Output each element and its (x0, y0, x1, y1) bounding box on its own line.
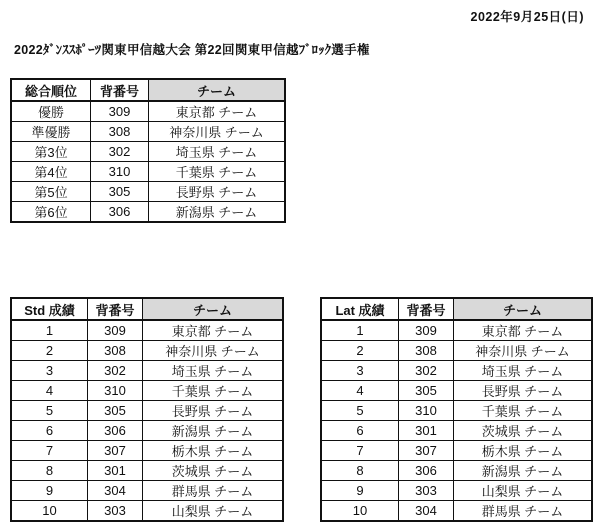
table-cell: 新潟県 チーム (149, 202, 286, 223)
table-cell: 303 (88, 501, 143, 522)
table-row (11, 182, 285, 202)
standard-results-table (10, 297, 284, 522)
table-cell: 310 (399, 401, 454, 421)
page-title: 2022ﾀﾞﾝｽｽﾎﾟｰﾂ関東甲信越大会 第22回関東甲信越ﾌﾞﾛｯｸ選手権 (14, 43, 370, 57)
table-row (321, 401, 592, 421)
table-row (321, 481, 592, 501)
column-header: Lat 成績 (321, 298, 399, 320)
table-cell: 神奈川県 チーム (143, 341, 284, 361)
table-cell: 千葉県 チーム (454, 401, 593, 421)
table-cell: 310 (91, 162, 149, 182)
table-cell: 埼玉県 チーム (149, 142, 286, 162)
column-header: チーム (454, 298, 593, 320)
table-cell: 1 (321, 320, 399, 341)
table-cell: 4 (11, 381, 88, 401)
column-header: Std 成績 (11, 298, 88, 320)
table-cell: 304 (88, 481, 143, 501)
table-cell: 5 (321, 401, 399, 421)
table-cell: 7 (321, 441, 399, 461)
table-cell: 茨城県 チーム (454, 421, 593, 441)
table-cell: 305 (88, 401, 143, 421)
table-cell: 群馬県 チーム (454, 501, 593, 522)
table-cell: 長野県 チーム (143, 401, 284, 421)
table-cell: 埼玉県 チーム (143, 361, 284, 381)
table-row (321, 501, 592, 522)
document-date: 2022年9月25日(日) (470, 10, 584, 24)
table-cell: 山梨県 チーム (454, 481, 593, 501)
table-cell: 306 (399, 461, 454, 481)
column-header: 背番号 (91, 79, 149, 101)
table-cell: 302 (88, 361, 143, 381)
table-cell: 準優勝 (11, 122, 91, 142)
table-cell: 2 (11, 341, 88, 361)
table-row (321, 361, 592, 381)
table-row (321, 421, 592, 441)
table-cell: 栃木県 チーム (143, 441, 284, 461)
table-cell: 2 (321, 341, 399, 361)
table-cell: 10 (11, 501, 88, 522)
table-cell: 301 (88, 461, 143, 481)
table-cell: 9 (11, 481, 88, 501)
table-cell: 308 (399, 341, 454, 361)
table-row (11, 501, 283, 522)
column-header: チーム (143, 298, 284, 320)
table-cell: 309 (399, 320, 454, 341)
table-row (11, 401, 283, 421)
table-row (11, 481, 283, 501)
table-row (11, 320, 283, 341)
latin-results-table (320, 297, 593, 522)
table-cell: 第4位 (11, 162, 91, 182)
header-row (11, 298, 283, 320)
table-cell: 第6位 (11, 202, 91, 223)
table-cell: 302 (91, 142, 149, 162)
table-row (11, 461, 283, 481)
table-cell: 神奈川県 チーム (454, 341, 593, 361)
table-row (321, 461, 592, 481)
table-cell: 第5位 (11, 182, 91, 202)
table-cell: 東京都 チーム (149, 101, 286, 122)
column-header: 背番号 (399, 298, 454, 320)
table-cell: 山梨県 チーム (143, 501, 284, 522)
table-row (11, 202, 285, 223)
table-cell: 307 (399, 441, 454, 461)
table-cell: 308 (88, 341, 143, 361)
table-cell: 309 (88, 320, 143, 341)
table-row (321, 381, 592, 401)
table-row (11, 441, 283, 461)
table-cell: 8 (321, 461, 399, 481)
table-row (11, 361, 283, 381)
table-row (321, 320, 592, 341)
table-cell: 304 (399, 501, 454, 522)
table-cell: 東京都 チーム (454, 320, 593, 341)
table-cell: 7 (11, 441, 88, 461)
table-cell: 長野県 チーム (454, 381, 593, 401)
table-cell: 308 (91, 122, 149, 142)
table-cell: 302 (399, 361, 454, 381)
table-cell: 東京都 チーム (143, 320, 284, 341)
table-cell: 303 (399, 481, 454, 501)
table-row (11, 142, 285, 162)
column-header: 背番号 (88, 298, 143, 320)
table-cell: 埼玉県 チーム (454, 361, 593, 381)
table-row (11, 381, 283, 401)
table-cell: 神奈川県 チーム (149, 122, 286, 142)
table-cell: 栃木県 チーム (454, 441, 593, 461)
table-cell: 10 (321, 501, 399, 522)
table-cell: 第3位 (11, 142, 91, 162)
header-row (11, 79, 285, 101)
table-cell: 3 (321, 361, 399, 381)
table-row (11, 341, 283, 361)
table-cell: 310 (88, 381, 143, 401)
table-cell: 新潟県 チーム (454, 461, 593, 481)
column-header: 総合順位 (11, 79, 91, 101)
table-cell: 5 (11, 401, 88, 421)
table-row (11, 162, 285, 182)
table-row (11, 101, 285, 122)
table-cell: 305 (399, 381, 454, 401)
table-cell: 301 (399, 421, 454, 441)
table-cell: 優勝 (11, 101, 91, 122)
table-row (321, 341, 592, 361)
table-cell: 千葉県 チーム (143, 381, 284, 401)
table-cell: 4 (321, 381, 399, 401)
table-cell: 6 (321, 421, 399, 441)
table-cell: 306 (91, 202, 149, 223)
table-cell: 1 (11, 320, 88, 341)
column-header: チーム (149, 79, 286, 101)
table-row (11, 122, 285, 142)
table-cell: 茨城県 チーム (143, 461, 284, 481)
table-row (321, 441, 592, 461)
header-row (321, 298, 592, 320)
table-cell: 305 (91, 182, 149, 202)
overall-ranking-table (10, 78, 286, 223)
table-cell: 群馬県 チーム (143, 481, 284, 501)
table-cell: 3 (11, 361, 88, 381)
table-cell: 新潟県 チーム (143, 421, 284, 441)
table-cell: 長野県 チーム (149, 182, 286, 202)
table-cell: 8 (11, 461, 88, 481)
table-cell: 307 (88, 441, 143, 461)
table-row (11, 421, 283, 441)
table-cell: 309 (91, 101, 149, 122)
table-cell: 6 (11, 421, 88, 441)
table-cell: 千葉県 チーム (149, 162, 286, 182)
table-cell: 9 (321, 481, 399, 501)
table-cell: 306 (88, 421, 143, 441)
